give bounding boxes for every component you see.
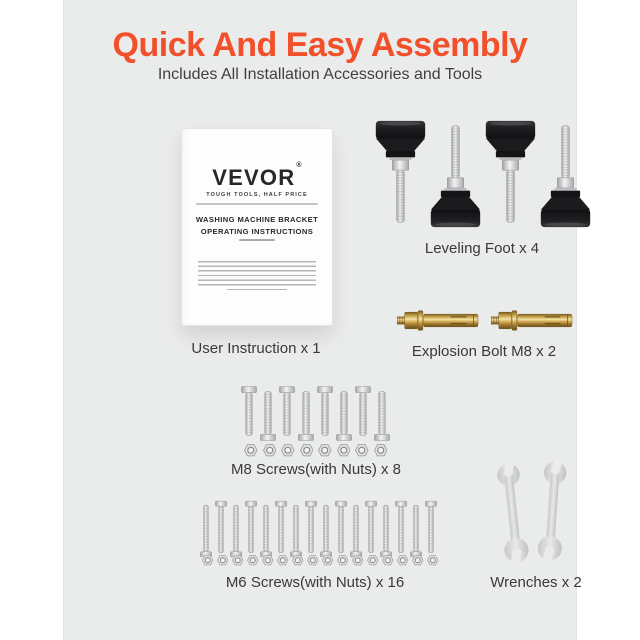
m8-screw-icon bbox=[355, 386, 371, 436]
m6-nut-icon bbox=[367, 555, 379, 566]
label-wrenches: Wrenches x 2 bbox=[490, 574, 582, 591]
wrench-group bbox=[497, 456, 568, 569]
m8-nut-icon bbox=[374, 444, 388, 457]
m6-nut-icon bbox=[202, 555, 214, 566]
m6-screw-icon bbox=[320, 504, 332, 558]
brand-text: VEVOR bbox=[212, 165, 296, 190]
m6-screw-icon bbox=[290, 504, 302, 558]
m8-screw-icon bbox=[241, 386, 257, 436]
user-instruction-booklet bbox=[181, 128, 333, 326]
wrench-icon bbox=[491, 455, 534, 571]
m6-screw-icon bbox=[380, 504, 392, 558]
product-image-panel bbox=[63, 0, 582, 640]
leveling-foot-icon bbox=[538, 123, 593, 229]
wrench-icon bbox=[533, 453, 572, 568]
label-leveling-foot: Leveling Foot x 4 bbox=[424, 240, 540, 257]
leveling-foot-group bbox=[373, 119, 593, 229]
m6-screw-icon bbox=[245, 500, 257, 554]
m8-screw-icon bbox=[298, 391, 314, 441]
explosion-bolt-icon bbox=[490, 306, 574, 334]
brand-tagline: TOUGH TOOLS, HALF PRICE bbox=[206, 192, 308, 198]
m8-nut-icon bbox=[355, 444, 369, 457]
m6-screw-icon bbox=[275, 500, 287, 554]
label-explosion-bolt: Explosion Bolt M8 x 2 bbox=[411, 343, 557, 360]
page-title: Quick And Easy Assembly bbox=[112, 26, 528, 64]
m6-nut-icon bbox=[382, 555, 394, 566]
page-subtitle: Includes All Installation Accessories and Tools bbox=[157, 66, 483, 83]
m6-screw-icon bbox=[260, 504, 272, 558]
registered-trademark: ® bbox=[296, 161, 303, 169]
m6-nut-icon bbox=[232, 555, 244, 566]
m6-screw-icon bbox=[410, 504, 422, 558]
m6-nut-icon bbox=[427, 555, 439, 566]
m8-nut-icon bbox=[318, 444, 332, 457]
vevor-logo bbox=[182, 161, 332, 191]
m6-nut-icon bbox=[307, 555, 319, 566]
m6-nut-icon bbox=[352, 555, 364, 566]
m6-nut-icon bbox=[337, 555, 349, 566]
explosion-bolt-icon bbox=[396, 306, 480, 334]
m8-nut-icon bbox=[244, 444, 258, 457]
m6-screw-row bbox=[200, 500, 437, 558]
m6-screw-icon bbox=[395, 500, 407, 554]
m8-screw-icon bbox=[317, 386, 333, 436]
m6-screw-icon bbox=[305, 500, 317, 554]
m8-nut-row bbox=[244, 444, 387, 457]
m6-screw-icon bbox=[335, 500, 347, 554]
m6-nut-icon bbox=[247, 555, 259, 566]
m6-nut-icon bbox=[412, 555, 424, 566]
leveling-foot-icon bbox=[483, 119, 538, 225]
m8-nut-icon bbox=[281, 444, 295, 457]
m6-screw-icon bbox=[200, 504, 212, 558]
m8-nut-icon bbox=[263, 444, 277, 457]
m6-nut-icon bbox=[322, 555, 334, 566]
leveling-foot-icon bbox=[428, 123, 483, 229]
label-m8-screws: M8 Screws(with Nuts) x 8 bbox=[230, 461, 402, 478]
explosion-bolt-group bbox=[396, 306, 574, 334]
m8-nut-icon bbox=[300, 444, 314, 457]
m6-nut-row bbox=[202, 555, 439, 566]
m6-nut-icon bbox=[292, 555, 304, 566]
m8-nut-icon bbox=[337, 444, 351, 457]
m6-screw-icon bbox=[230, 504, 242, 558]
doc-title-line2: OPERATING INSTRUCTIONS bbox=[200, 227, 314, 236]
m8-screw-icon bbox=[260, 391, 276, 441]
doc-title-line1: WASHING MACHINE BRACKET bbox=[195, 215, 319, 224]
m6-screw-icon bbox=[350, 504, 362, 558]
m8-screw-row bbox=[241, 386, 390, 441]
fine-print-paragraph bbox=[198, 261, 316, 286]
m8-screw-icon bbox=[336, 391, 352, 441]
m6-screw-icon bbox=[365, 500, 377, 554]
label-user-instruction: User Instruction x 1 bbox=[191, 340, 321, 357]
m8-screw-icon bbox=[279, 386, 295, 436]
leveling-foot-icon bbox=[373, 119, 428, 225]
m6-screw-icon bbox=[425, 500, 437, 554]
m8-screw-icon bbox=[374, 391, 390, 441]
m6-nut-icon bbox=[262, 555, 274, 566]
m6-nut-icon bbox=[397, 555, 409, 566]
m6-nut-icon bbox=[217, 555, 229, 566]
model-line-blur bbox=[239, 239, 275, 241]
m6-nut-icon bbox=[277, 555, 289, 566]
label-m6-screws: M6 Screws(with Nuts) x 16 bbox=[225, 574, 405, 591]
support-line-blur bbox=[196, 203, 318, 205]
m6-screw-icon bbox=[215, 500, 227, 554]
